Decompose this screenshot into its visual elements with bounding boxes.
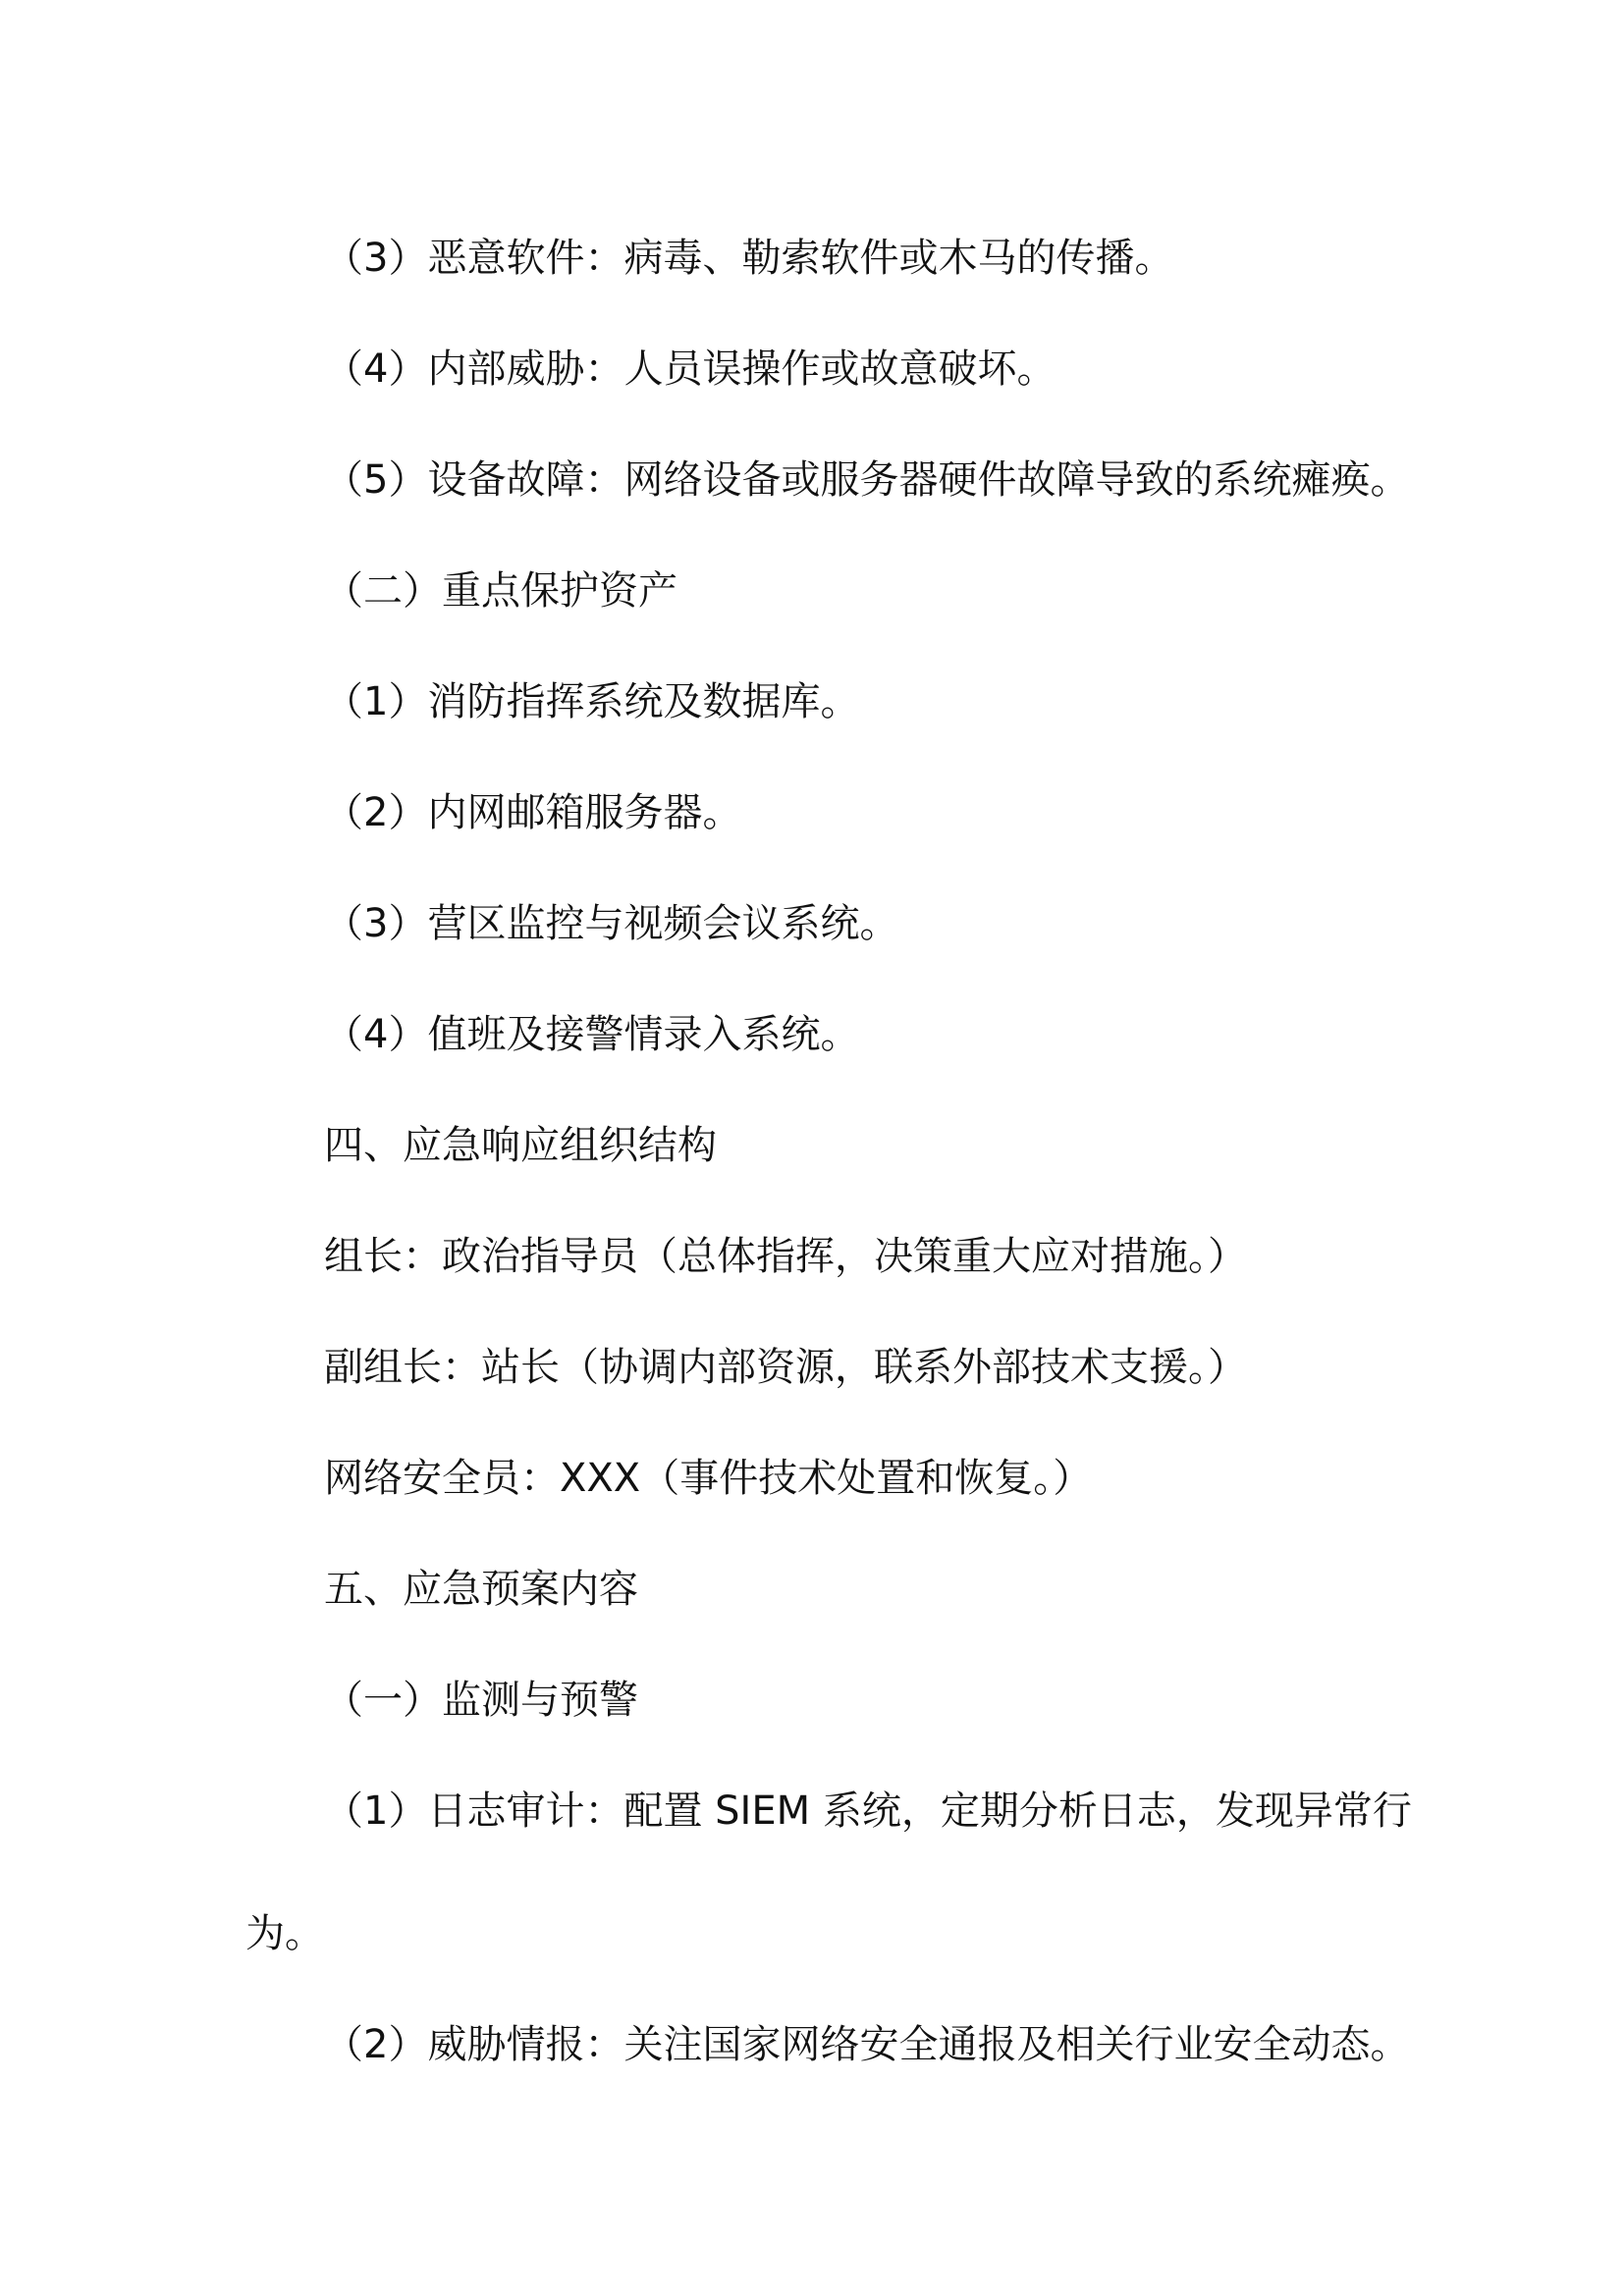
- paragraph-malware: （3）恶意软件：病毒、勒索软件或木马的传播。: [324, 236, 1174, 281]
- paragraph-asset-1: （1）消防指挥系统及数据库。: [324, 679, 860, 724]
- paragraph-device-failure: （5）设备故障：网络设备或服务器硬件故障导致的系统瘫痪。: [324, 457, 1410, 503]
- paragraph-team-leader: 组长：政治指导员（总体指挥，决策重大应对措施。）: [324, 1234, 1247, 1279]
- section-heading-plan-content: 五、应急预案内容: [324, 1567, 638, 1612]
- paragraph-asset-4: （4）值班及接警情录入系统。: [324, 1012, 860, 1057]
- section-heading-monitoring: （一）监测与预警: [324, 1678, 638, 1723]
- paragraph-insider-threat: （4）内部威胁：人员误操作或故意破坏。: [324, 347, 1056, 392]
- paragraph-asset-3: （3）营区监控与视频会议系统。: [324, 901, 899, 946]
- section-heading-org-structure: 四、应急响应组织结构: [324, 1123, 717, 1168]
- paragraph-deputy-leader: 副组长：站长（协调内部资源，联系外部技术支援。）: [324, 1345, 1247, 1390]
- paragraph-security-officer: 网络安全员：XXX（事件技术处置和恢复。）: [324, 1456, 1093, 1501]
- paragraph-threat-intel: （2）威胁情报：关注国家网络安全通报及相关行业安全动态。: [324, 2022, 1410, 2067]
- paragraph-log-audit-continued: 为。: [245, 1911, 324, 1956]
- section-heading-key-assets: （二）重点保护资产: [324, 568, 677, 614]
- paragraph-asset-2: （2）内网邮箱服务器。: [324, 790, 742, 835]
- paragraph-log-audit: （1）日志审计：配置 SIEM 系统，定期分析日志，发现异常行: [324, 1789, 1412, 1834]
